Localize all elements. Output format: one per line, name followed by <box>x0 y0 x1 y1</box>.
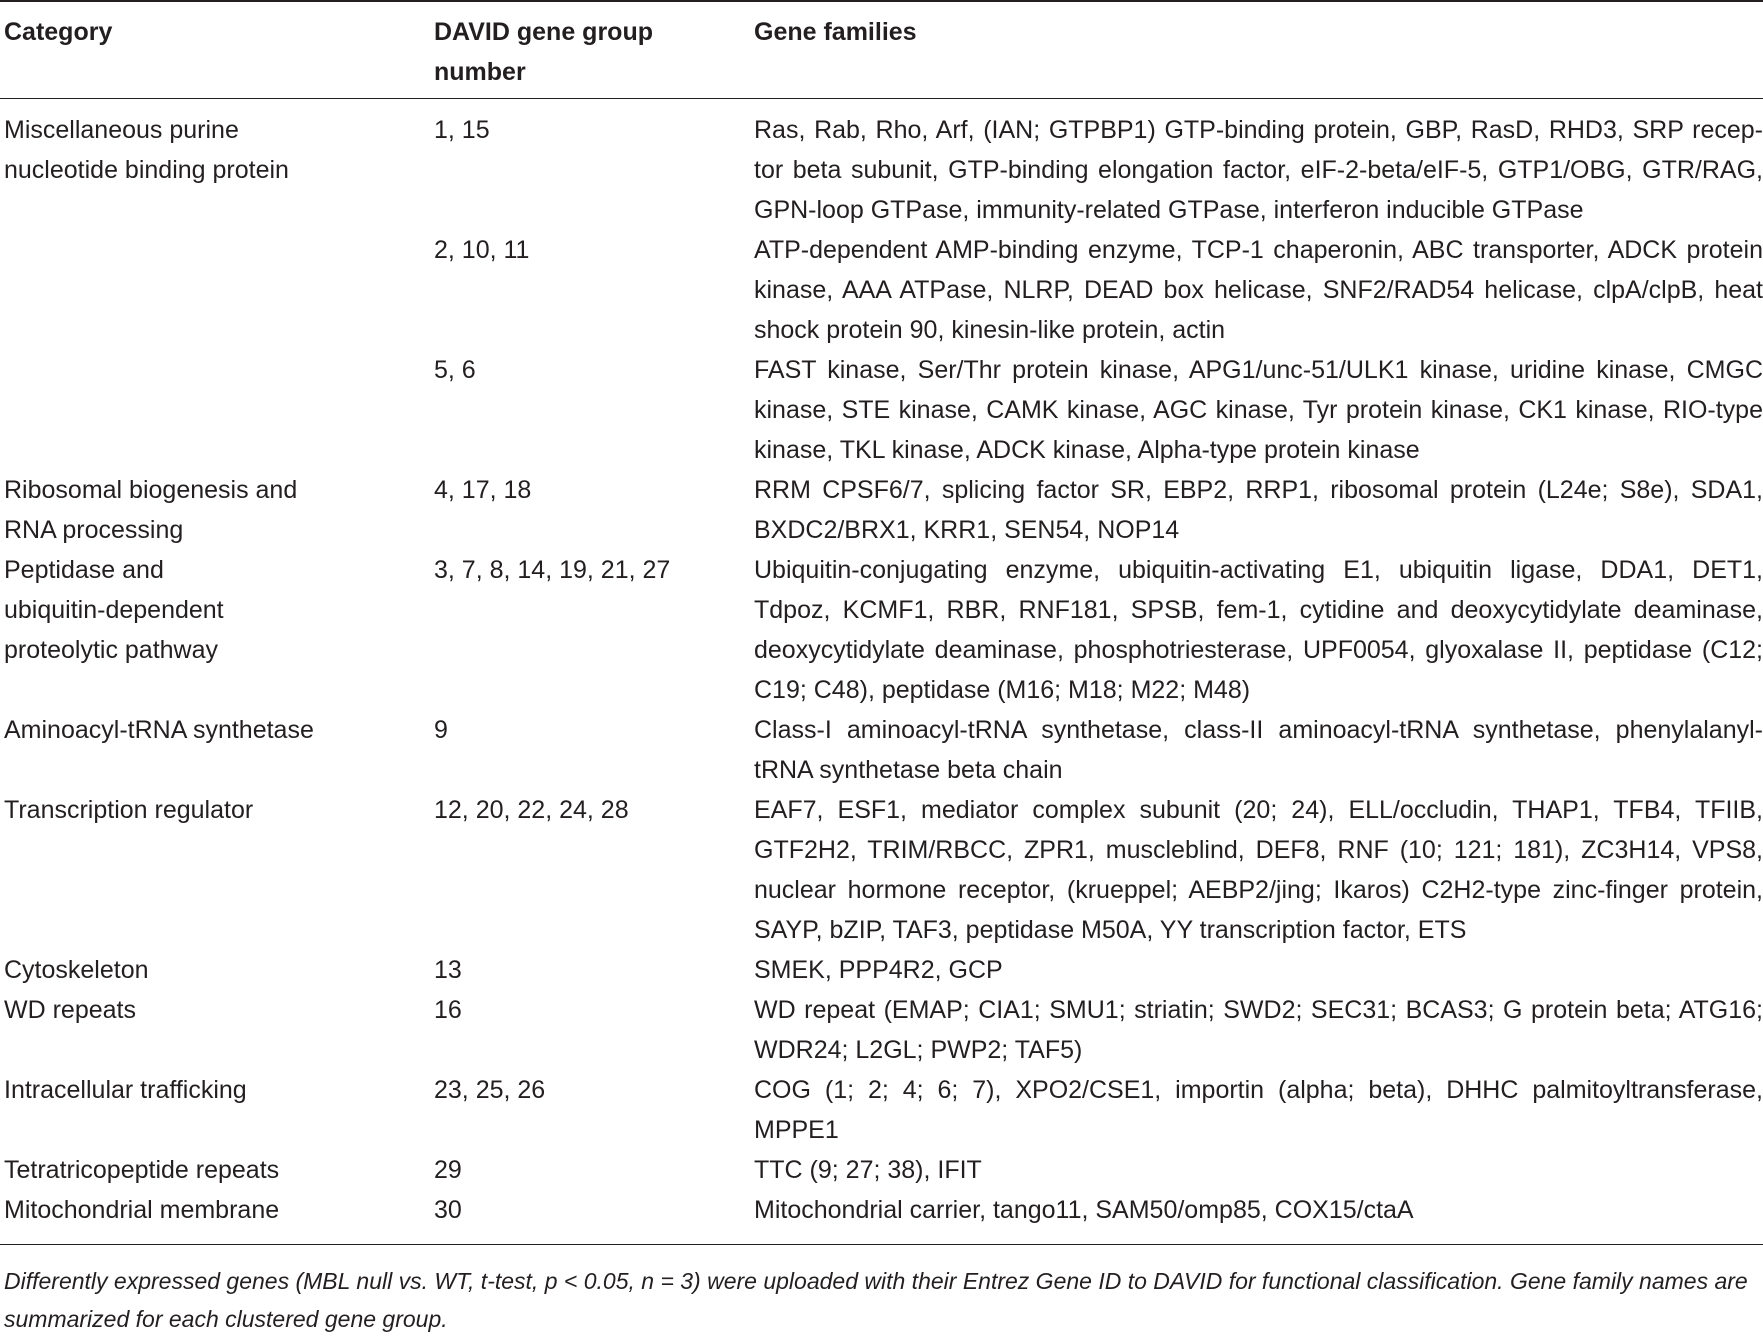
gene-families-line: Class-I aminoacyl-tRNA synthetase, class-II aminoacyl-tRNA synthetase, phenylalanyl- <box>754 716 1763 744</box>
table-top-rule <box>0 0 1763 2</box>
gene-families-line: TTC (9; 27; 38), IFIT <box>754 1156 982 1184</box>
category-cell: nucleotide binding protein <box>4 156 289 184</box>
header-group-number-line1: DAVID gene group <box>434 18 653 46</box>
gene-families-cell <box>754 550 1763 710</box>
group-number-cell: 4, 17, 18 <box>434 476 532 504</box>
gene-families-line: C19; C48), peptidase (M16; M18; M22; M48) <box>754 676 1251 704</box>
category-cell: Aminoacyl-tRNA synthetase <box>4 716 314 744</box>
gene-families-line: deoxycytidylate deaminase, phosphotriesterase, UPF0054, glyoxalase II, peptidase (C12; <box>754 636 1763 664</box>
gene-families-line: COG (1; 2; 4; 6; 7), XPO2/CSE1, importin (alpha; beta), DHHC palmitoyltransferase, <box>754 1076 1763 1104</box>
gene-families-line: nuclear hormone receptor, (krueppel; AEBP2/jing; Ikaros) C2H2-type zinc-finger protein, <box>754 876 1763 904</box>
category-cell: ubiquitin-dependent <box>4 596 224 624</box>
category-cell: Cytoskeleton <box>4 956 149 984</box>
category-cell: Miscellaneous purine <box>4 116 239 144</box>
gene-families-line: Tdpoz, KCMF1, RBR, RNF181, SPSB, fem-1, cytidine and deoxycytidylate deaminase, <box>754 596 1763 624</box>
group-number-cell: 29 <box>434 1156 462 1184</box>
gene-families-line: kinase, TKL kinase, ADCK kinase, Alpha-type protein kinase <box>754 436 1420 464</box>
gene-families-cell <box>754 110 1763 230</box>
gene-families-line: tor beta subunit, GTP-binding elongation factor, eIF-2-beta/eIF-5, GTP1/OBG, GTR/RAG, <box>754 156 1763 184</box>
category-cell: proteolytic pathway <box>4 636 219 664</box>
table-bottom-rule <box>0 1244 1763 1245</box>
gene-families-cell <box>754 990 1763 1070</box>
category-cell: Peptidase and <box>4 556 164 584</box>
group-number-cell: 13 <box>434 956 462 984</box>
category-cell: WD repeats <box>4 996 136 1024</box>
gene-families-cell <box>754 790 1763 950</box>
gene-families-line: WD repeat (EMAP; CIA1; SMU1; striatin; SWD2; SEC31; BCAS3; G protein beta; ATG16; <box>754 996 1763 1024</box>
gene-families-line: shock protein 90, kinesin-like protein, actin <box>754 316 1226 344</box>
category-cell: Intracellular trafficking <box>4 1076 247 1104</box>
group-number-cell: 9 <box>434 716 448 744</box>
gene-families-line: SAYP, bZIP, TAF3, peptidase M50A, YY transcription factor, ETS <box>754 916 1467 944</box>
group-number-cell: 23, 25, 26 <box>434 1076 546 1104</box>
gene-families-line: BXDC2/BRX1, KRR1, SEN54, NOP14 <box>754 516 1180 544</box>
header-group-number-line2: number <box>434 58 526 86</box>
table-header-rule <box>0 98 1763 99</box>
gene-families-line: Ras, Rab, Rho, Arf, (IAN; GTPBP1) GTP-binding protein, GBP, RasD, RHD3, SRP recep- <box>754 116 1763 144</box>
gene-families-line: kinase, STE kinase, CAMK kinase, AGC kinase, Tyr protein kinase, CK1 kinase, RIO-type <box>754 396 1763 424</box>
gene-families-line: GPN-loop GTPase, immunity-related GTPase, interferon inducible GTPase <box>754 196 1584 224</box>
category-cell: Mitochondrial membrane <box>4 1196 280 1224</box>
header-gene-families: Gene families <box>754 18 917 46</box>
gene-families-cell <box>754 950 1763 990</box>
gene-families-line: EAF7, ESF1, mediator complex subunit (20; 24), ELL/occludin, THAP1, TFB4, TFIIB, <box>754 796 1763 824</box>
gene-families-line: Mitochondrial carrier, tango11, SAM50/omp85, COX15/ctaA <box>754 1196 1414 1224</box>
gene-families-cell <box>754 470 1763 550</box>
gene-families-cell <box>754 1150 1763 1190</box>
gene-families-line: GTF2H2, TRIM/RBCC, ZPR1, muscleblind, DEF8, RNF (10; 121; 181), ZC3H14, VPS8, <box>754 836 1763 864</box>
gene-families-cell <box>754 1070 1763 1150</box>
gene-families-cell <box>754 230 1763 350</box>
gene-families-cell <box>754 710 1763 790</box>
gene-families-line: ATP-dependent AMP-binding enzyme, TCP-1 chaperonin, ABC transporter, ADCK protein <box>754 236 1763 264</box>
group-number-cell: 16 <box>434 996 462 1024</box>
group-number-cell: 3, 7, 8, 14, 19, 21, 27 <box>434 556 671 584</box>
table-footnote: Differently expressed genes (MBL null vs. WT, t-test, p < 0.05, n = 3) were uploaded with their Entrez Gene ID to DAVID for functional classification. Gene family names are summarized for each clustered gene group. <box>4 1268 1748 1332</box>
gene-families-line: tRNA synthetase beta chain <box>754 756 1063 784</box>
gene-families-line: FAST kinase, Ser/Thr protein kinase, APG1/unc-51/ULK1 kinase, uridine kinase, CMGC <box>754 356 1763 384</box>
gene-families-cell <box>754 1190 1763 1230</box>
group-number-cell: 5, 6 <box>434 356 476 384</box>
gene-families-line: RRM CPSF6/7, splicing factor SR, EBP2, RRP1, ribosomal protein (L24e; S8e), SDA1, <box>754 476 1763 504</box>
group-number-cell: 1, 15 <box>434 116 490 144</box>
header-category: Category <box>4 18 113 46</box>
gene-families-line: MPPE1 <box>754 1116 839 1144</box>
gene-families-cell <box>754 350 1763 470</box>
group-number-cell: 2, 10, 11 <box>434 236 530 264</box>
gene-families-line: kinase, AAA ATPase, NLRP, DEAD box helicase, SNF2/RAD54 helicase, clpA/clpB, heat <box>754 276 1763 304</box>
gene-families-line: WDR24; L2GL; PWP2; TAF5) <box>754 1036 1083 1064</box>
category-cell: Ribosomal biogenesis and <box>4 476 298 504</box>
gene-families-line: SMEK, PPP4R2, GCP <box>754 956 1003 984</box>
category-cell: Tetratricopeptide repeats <box>4 1156 280 1184</box>
category-cell: Transcription regulator <box>4 796 254 824</box>
category-cell: RNA processing <box>4 516 184 544</box>
gene-families-line: Ubiquitin-conjugating enzyme, ubiquitin-activating E1, ubiquitin ligase, DDA1, DET1, <box>754 556 1763 584</box>
group-number-cell: 30 <box>434 1196 462 1224</box>
group-number-cell: 12, 20, 22, 24, 28 <box>434 796 629 824</box>
